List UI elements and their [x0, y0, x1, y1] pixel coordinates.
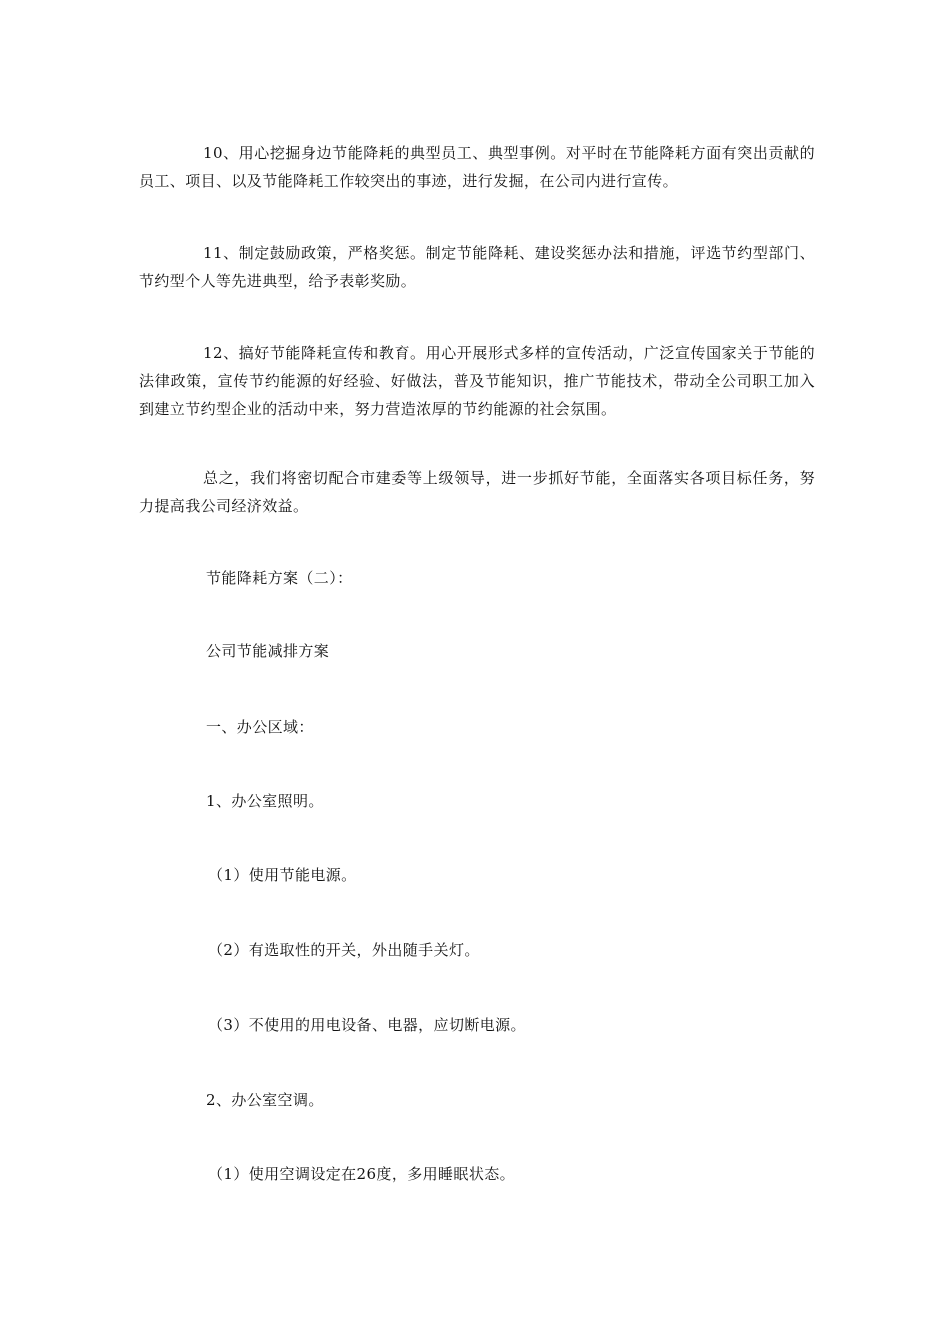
- list-item-lighting-2: （2）有选取性的开关，外出随手关灯。: [208, 941, 480, 959]
- list-item-lighting-3: （3）不使用的用电设备、电器，应切断电源。: [208, 1016, 526, 1034]
- subsection-office-aircon: 2、办公室空调。: [206, 1091, 324, 1109]
- paragraph-item-12: 12、搞好节能降耗宣传和教育。用心开展形式多样的宣传活动，广泛宣传国家关于节能的法律政策，宣传节约能源的好经验、好做法，普及节能知识，推广节能技术，带动全公司职工加入到建立节约型企业的活动中来，努力营造浓厚的节约能源的社会氛围。: [139, 344, 815, 418]
- section-heading-office-area: 一、办公区域：: [206, 718, 314, 736]
- document-title: 公司节能减排方案: [206, 642, 330, 660]
- section-heading-plan-two: 节能降耗方案（二）：: [206, 569, 353, 587]
- list-item-aircon-1: （1）使用空调设定在26度，多用睡眠状态。: [208, 1165, 516, 1183]
- paragraph-item-10: 10、用心挖掘身边节能降耗的典型员工、典型事例。对平时在节能降耗方面有突出贡献的员工、项目、以及节能降耗工作较突出的事迹，进行发掘，在公司内进行宣传。: [139, 144, 815, 190]
- list-item-lighting-1: （1）使用节能电源。: [208, 866, 357, 884]
- subsection-office-lighting: 1、办公室照明。: [206, 792, 324, 810]
- paragraph-conclusion: 总之，我们将密切配合市建委等上级领导，进一步抓好节能，全面落实各项目标任务，努力提高我公司经济效益。: [139, 469, 815, 515]
- paragraph-item-11: 11、制定鼓励政策，严格奖惩。制定节能降耗、建设奖惩办法和措施，评选节约型部门、节约型个人等先进典型，给予表彰奖励。: [139, 244, 815, 290]
